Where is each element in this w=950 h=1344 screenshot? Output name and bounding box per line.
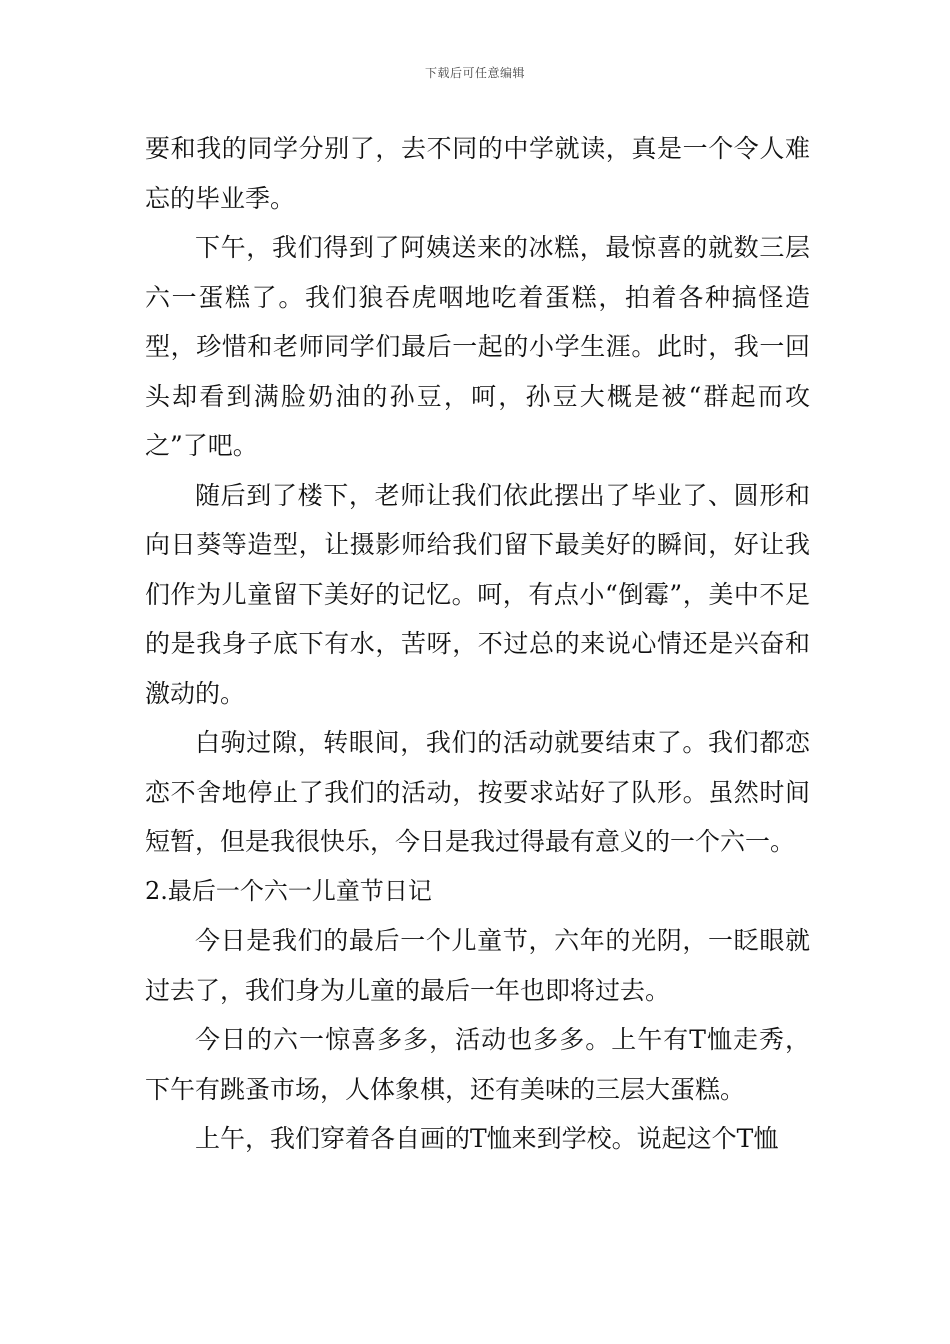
paragraph-tshirt: 上午，我们穿着各自画的T恤来到学校。说起这个T恤 [195,1124,779,1153]
paragraph-surprises: 今日的六一惊喜多多，活动也多多。上午有T恤走秀，下午有跳蚤市场，人体象棋，还有美味的三层大蛋糕。 [145,1025,810,1104]
paragraph-activity-end: 白驹过隙，转眼间，我们的活动就要结束了。我们都恋恋不舍地停止了我们的活动，按要求站好了队形。虽然时间短暂，但是我很快乐，今日是我过得最有意义的一个六一。 [145,728,810,856]
paragraph-continuation: 要和我的同学分别了，去不同的中学就读，真是一个令人难忘的毕业季。 [145,134,810,213]
document-body [145,124,810,1164]
page-header: 下载后可任意编辑 [424,66,525,80]
paragraph-photo-poses: 随后到了楼下，老师让我们依此摆出了毕业了、圆形和向日葵等造型，让摄影师给我们留下最美好的瞬间，好让我们作为儿童留下美好的记忆。呵，有点小“倒霉”，美中不足的是我身子底下有水，苦呀，不过总的来说心情还是兴奋和激动的。 [145,480,810,708]
section-heading: 2.最后一个六一儿童节日记 [145,876,432,905]
paragraph-last-childrens-day: 今日是我们的最后一个儿童节，六年的光阴，一眨眼就过去了，我们身为儿童的最后一年也即将过去。 [145,926,810,1005]
paragraph-afternoon-cake: 下午，我们得到了阿姨送来的冰糕，最惊喜的就数三层六一蛋糕了。我们狼吞虎咽地吃着蛋糕，拍着各种搞怪造型，珍惜和老师同学们最后一起的小学生涯。此时，我一回头却看到满脸奶油的孙豆，呵，孙豆大概是被“群起而攻之”了吧。 [145,233,810,460]
